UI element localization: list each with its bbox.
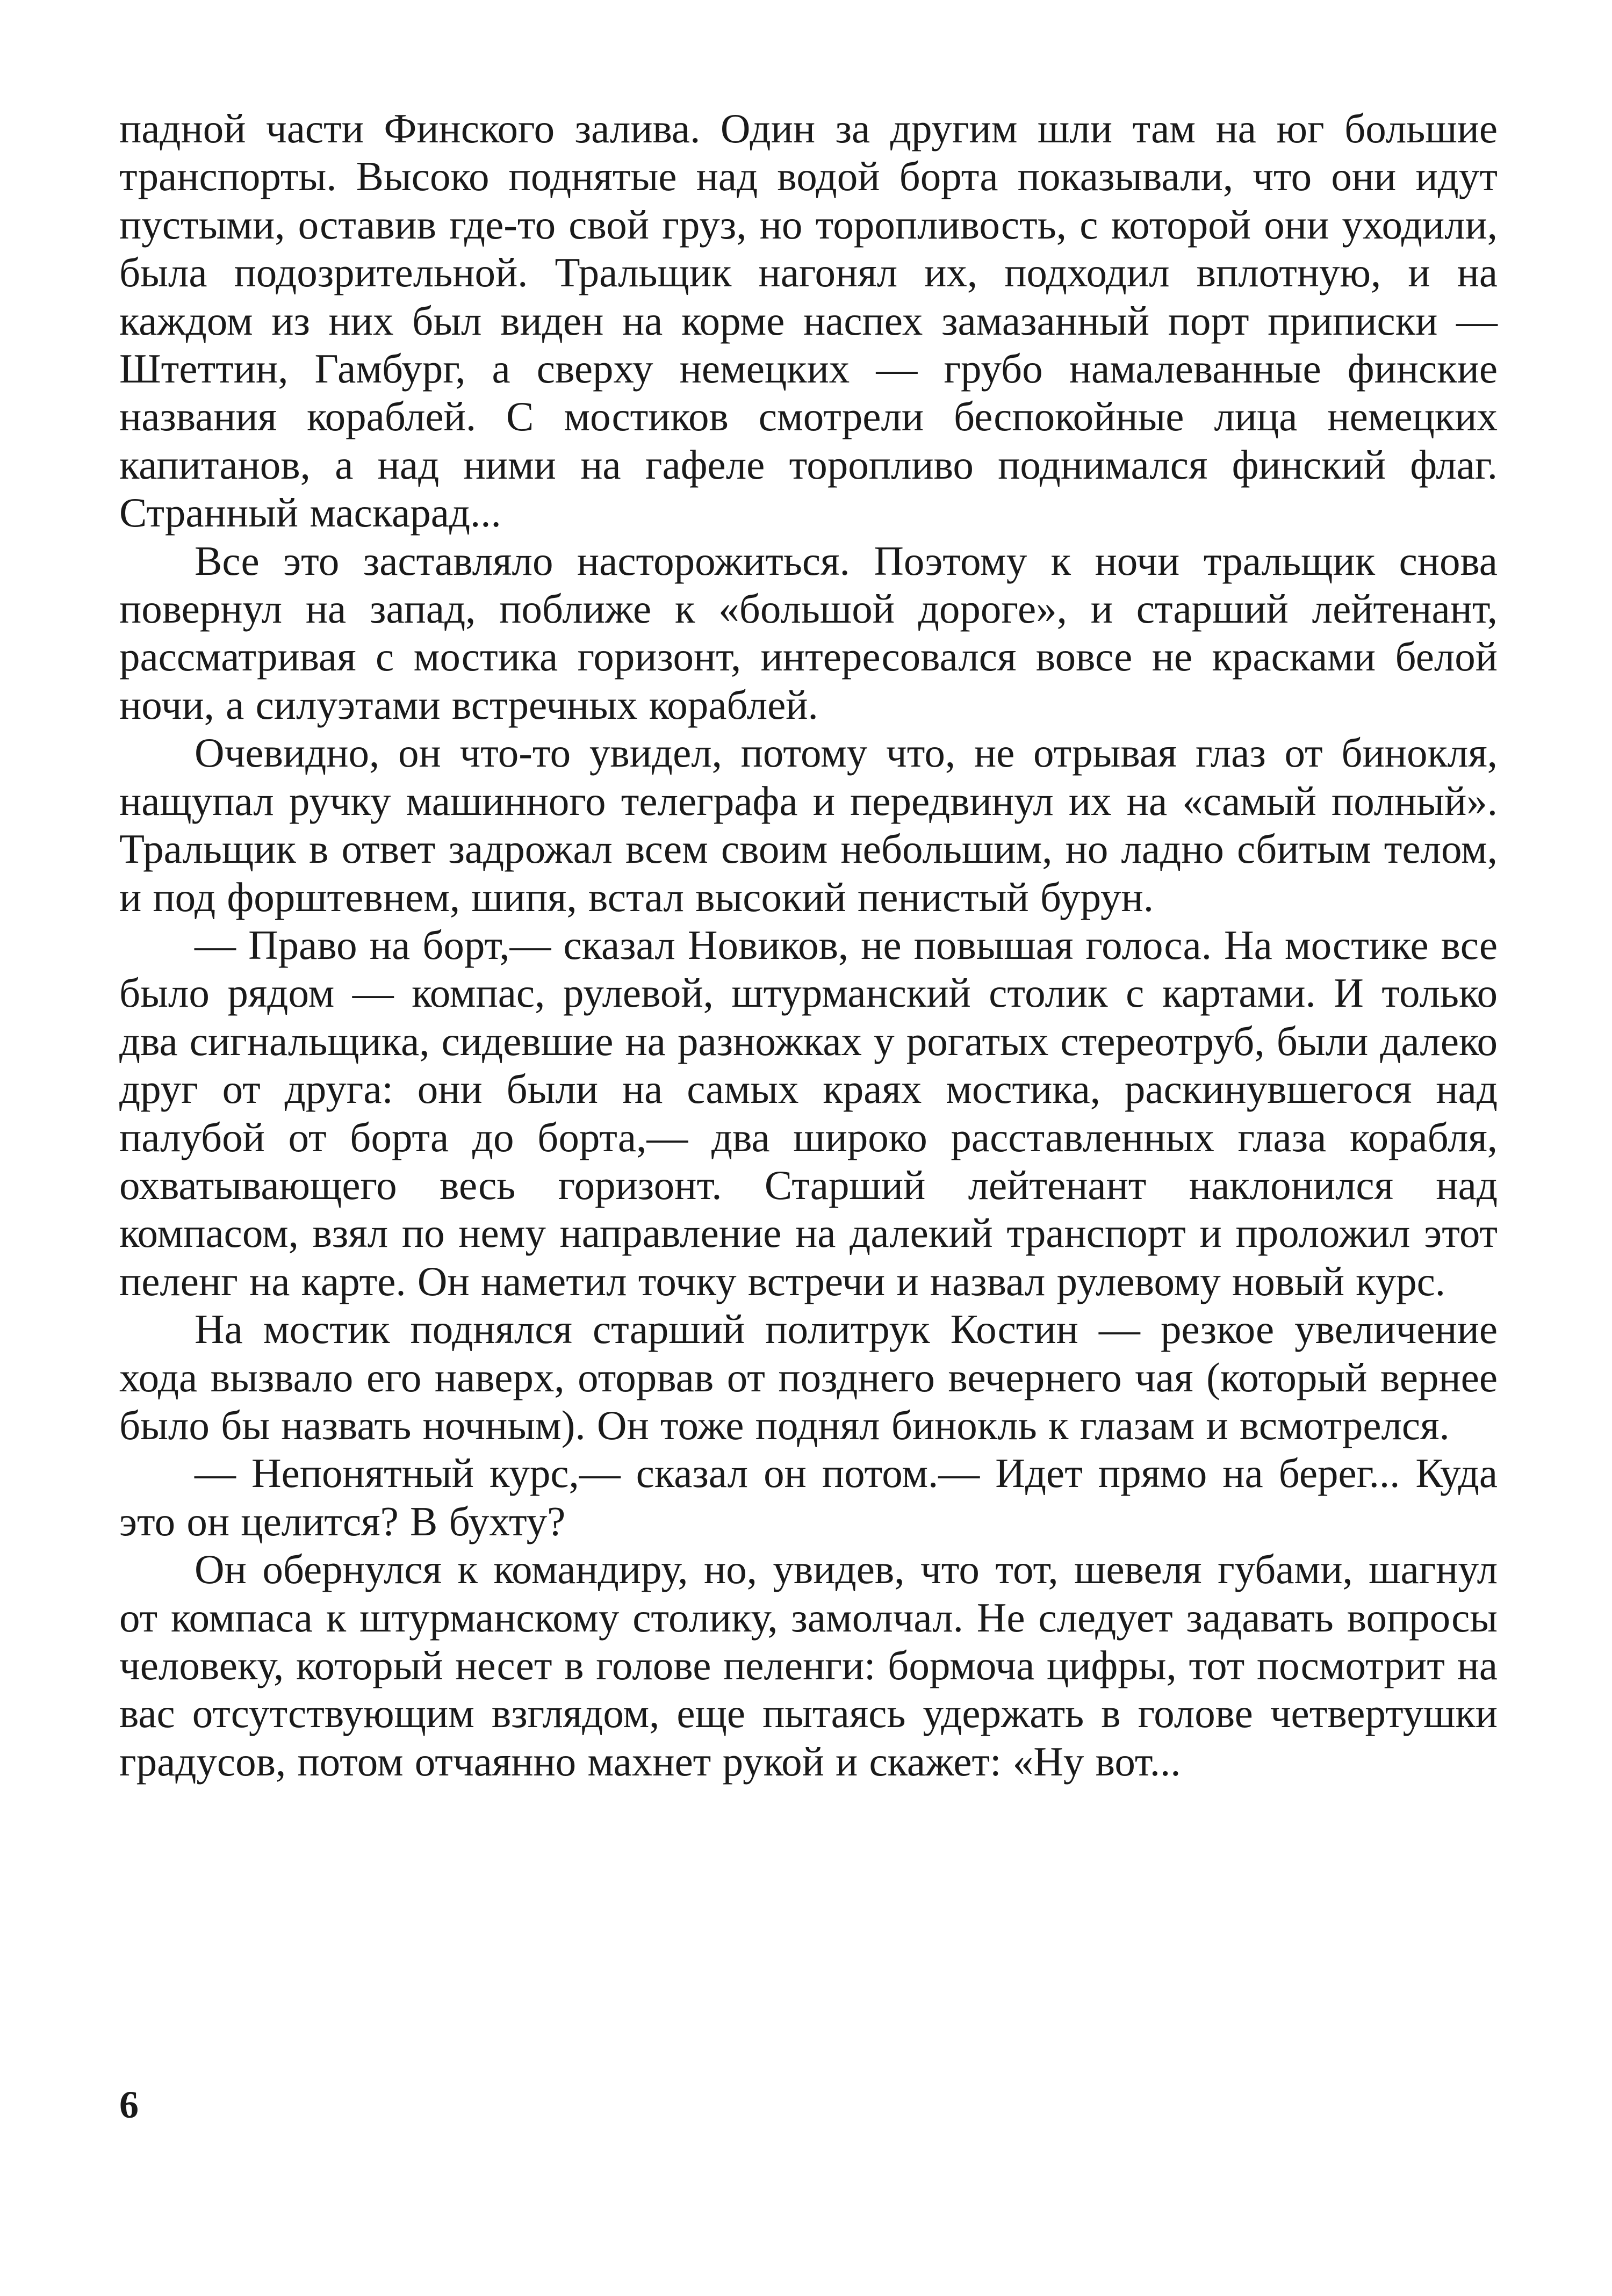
paragraph-4: — Право на борт,— сказал Новиков, не повышая голоса. На мостике все было рядом — компас, рулевой, штурманский столик с картами. И только два сигнальщика, сидевшие на разножках у рогатых стереотруб, были далеко друг от друга: они были на самых краях мостика, раскинувшегося над палубой от борта до борта,— два широко расставленных глаза корабля, охватывающего весь горизонт. Старший лейтенант наклонился над компасом, взял по нему направление на далекий транспорт и проложил этот пеленг на карте. Он наметил точку встречи и назвал рулевому новый курс. [119, 921, 1498, 1304]
paragraph-7: Он обернулся к командиру, но, увидев, что тот, шевеля губами, шагнул от компаса к штурманскому столику, замолчал. Не следует задавать вопросы человеку, который несет в голове пеленги: бормоча цифры, тот посмотрит на вас отсутствующим взглядом, еще пытаясь удержать в голове четвертушки градусов, потом отчаянно махнет рукой и скажет: «Ну вот... [119, 1546, 1498, 1785]
page-number: 6 [119, 2083, 139, 2126]
paragraph-3: Очевидно, он что-то увидел, потому что, не отрывая глаз от бинокля, нащупал ручку машинного телеграфа и передвинул их на «самый полный». Тральщик в ответ задрожал всем своим небольшим, но ладно сбитым телом, и под форштевнем, шипя, встал высокий пенистый бурун. [119, 730, 1498, 920]
paragraph-2: Все это заставляло насторожиться. Поэтому к ночи тральщик снова повернул на запад, поближе к «большой дороге», и старший лейтенант, рассматривая с мостика горизонт, интересовался вовсе не красками белой ночи, а силуэтами встречных кораблей. [119, 537, 1498, 728]
paragraph-6: — Непонятный курс,— сказал он потом.— Идет прямо на берег... Куда это он целится? В бухту? [119, 1450, 1498, 1544]
paragraph-5: На мостик поднялся старший политрук Костин — резкое увеличение хода вызвало его наверх, оторвав от позднего вечернего чая (который вернее было бы назвать ночным). Он тоже поднял бинокль к глазам и всмотрелся. [119, 1306, 1498, 1448]
page-body [119, 105, 1498, 1786]
paragraph-1: падной части Финского залива. Один за другим шли там на юг большие транспорты. Высоко поднятые над водой борта показывали, что они идут пустыми, оставив где-то свой груз, но торопливость, с которой они уходили, была подозрительной. Тральщик нагонял их, подходил вплотную, и на каждом из них был виден на корме наспех замазанный порт приписки — Штеттин, Гамбург, а сверху немецких — грубо намалеванные финские названия кораблей. С мостиков смотрели беспокойные лица немецких капитанов, а над ними на гафеле торопливо поднимался финский флаг. Странный маскарад... [119, 105, 1498, 536]
